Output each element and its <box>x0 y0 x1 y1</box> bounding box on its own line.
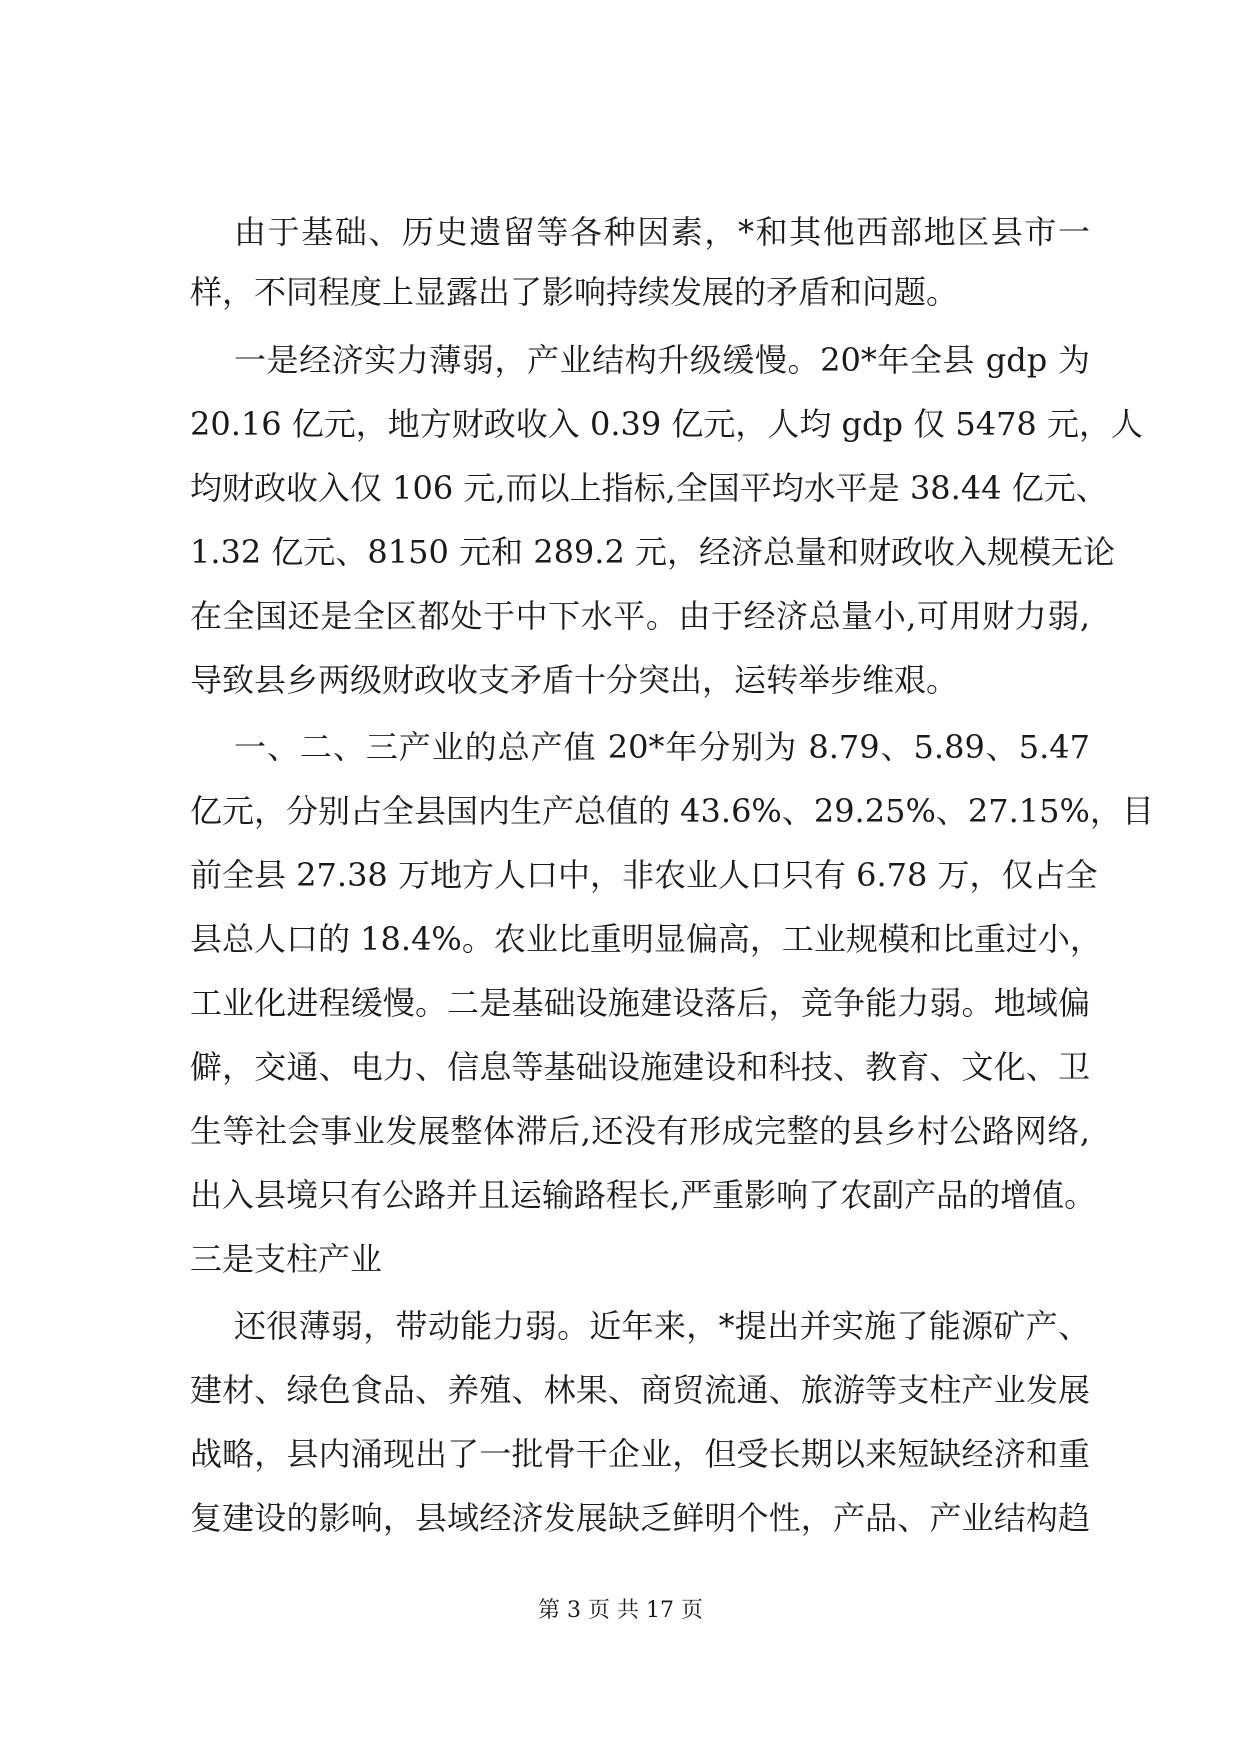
paragraph-3-line-1: 一、二、三产业的总产值 20*年分别为 8.79、5.89、5.47 <box>234 728 1090 766</box>
paragraph-2-line-4: 1.32 亿元、8150 元和 289.2 元，经济总量和财政收入规模无论 <box>190 533 1115 571</box>
paragraph-4-line-3: 战略，县内涌现出了一批骨干企业，但受长期以来短缺经济和重 <box>190 1435 1090 1473</box>
paragraph-3-line-5: 工业化进程缓慢。二是基础设施建设落后，竞争能力弱。地域偏 <box>190 984 1090 1022</box>
paragraph-4-line-2: 建材、绿色食品、养殖、林果、商贸流通、旅游等支柱产业发展 <box>190 1371 1090 1409</box>
paragraph-2-line-1: 一是经济实力薄弱，产业结构升级缓慢。20*年全县 gdp 为 <box>234 341 1090 379</box>
paragraph-2-line-3: 均财政收入仅 106 元,而以上指标,全国平均水平是 38.44 亿元、 <box>190 469 1108 507</box>
paragraph-3-line-2: 亿元，分别占全县国内生产总值的 43.6%、29.25%、27.15%，目 <box>190 792 1154 830</box>
paragraph-3-line-9: 三是支柱产业 <box>190 1240 383 1278</box>
paragraph-4-line-1: 还很薄弱，带动能力弱。近年来，*提出并实施了能源矿产、 <box>234 1307 1090 1345</box>
paragraph-2-line-5: 在全国还是全区都处于中下水平。由于经济总量小,可用财力弱, <box>190 597 1090 635</box>
paragraph-4-line-4: 复建设的影响，县域经济发展缺乏鲜明个性，产品、产业结构趋 <box>190 1499 1090 1537</box>
paragraph-3-line-3: 前全县 27.38 万地方人口中，非农业人口只有 6.78 万，仅占全 <box>190 856 1098 894</box>
paragraph-3-line-6: 僻，交通、电力、信息等基础设施建设和科技、教育、文化、卫 <box>190 1048 1090 1086</box>
page-number-footer: 第 3 页 共 17 页 <box>538 1598 703 1623</box>
paragraph-3-line-7: 生等社会事业发展整体滞后,还没有形成完整的县乡村公路网络, <box>190 1112 1090 1150</box>
paragraph-2-line-2: 20.16 亿元，地方财政收入 0.39 亿元，人均 gdp 仅 5478 元，人 <box>190 405 1143 443</box>
paragraph-3-line-8: 出入县境只有公路并且运输路程长,严重影响了农副产品的增值。 <box>190 1176 1097 1214</box>
paragraph-3-line-4: 县总人口的 18.4%。农业比重明显偏高，工业规模和比重过小， <box>190 920 1102 958</box>
paragraph-1-line-1: 由于基础、历史遗留等各种因素，*和其他西部地区县市一 <box>234 213 1090 251</box>
paragraph-1-line-2: 样，不同程度上显露出了影响持续发展的矛盾和问题。 <box>190 273 959 311</box>
paragraph-2-line-6: 导致县乡两级财政收支矛盾十分突出，运转举步维艰。 <box>190 661 959 699</box>
